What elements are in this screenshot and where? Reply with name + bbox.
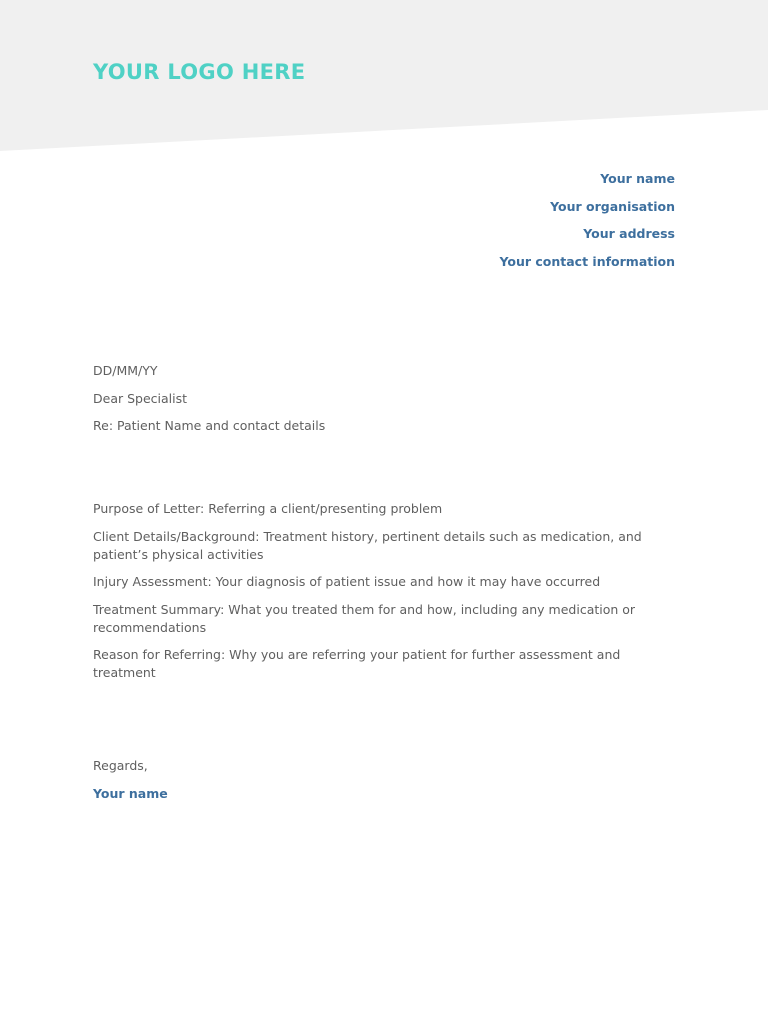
sender-address: Your address — [583, 226, 675, 242]
letter-re-line: Re: Patient Name and contact details — [93, 418, 326, 434]
letter-closing-block — [93, 757, 683, 812]
letter-signature: Your name — [93, 785, 168, 801]
body-paragraph-injury-assessment: Injury Assessment: Your diagnosis of patient issue and how it may have occurred — [93, 574, 601, 590]
body-paragraph-purpose: Purpose of Letter: Referring a client/presenting problem — [93, 501, 443, 516]
logo-placeholder: YOUR LOGO HERE — [93, 60, 306, 84]
letter-opening — [93, 362, 683, 445]
body-paragraph-reason-for-referring: Reason for Referring: Why you are referring your patient for further assessment and treatment — [93, 647, 621, 681]
letter-date: DD/MM/YY — [93, 363, 158, 378]
sender-contact-info: Your contact information — [499, 253, 675, 269]
body-paragraph-client-details: Client Details/Background: Treatment history, pertinent details such as medication, and patient’s physical activities — [93, 528, 642, 562]
sender-name: Your name — [600, 171, 675, 186]
body-paragraph-treatment-summary: Treatment Summary: What you treated them for and how, including any medication or recommendations — [93, 601, 636, 635]
letter-closing: Regards, — [93, 758, 148, 773]
letter-salutation: Dear Specialist — [93, 390, 188, 406]
letter-body — [93, 500, 683, 692]
sender-organisation: Your organisation — [550, 198, 675, 214]
sender-block — [499, 170, 675, 280]
